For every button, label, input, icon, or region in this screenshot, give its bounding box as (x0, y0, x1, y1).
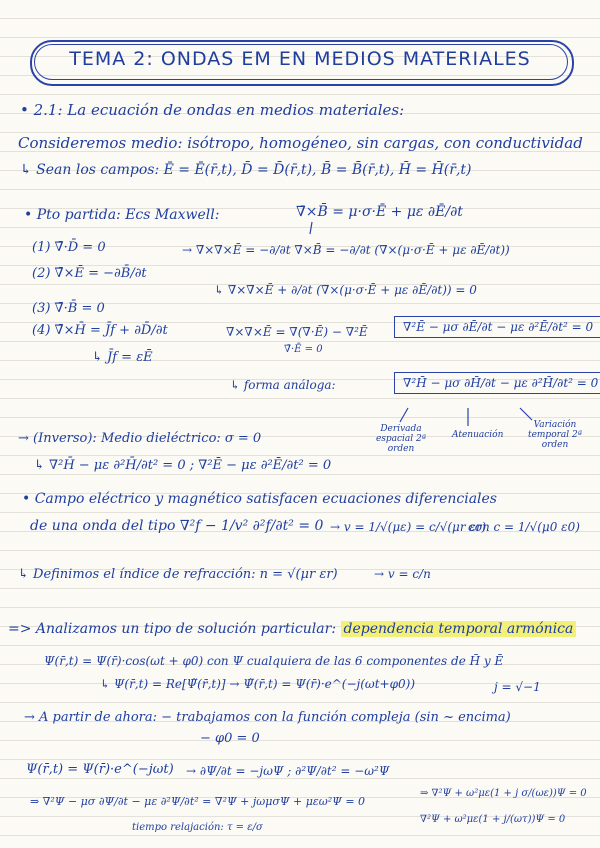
equation-final-result-2: ∇²Ψ + ω²με(1 + j/(ωτ))Ψ = 0 (420, 814, 566, 825)
equation-2: (2) ∇̄×Ē = −∂B̄/∂t (32, 266, 147, 281)
derivation-line-3b: ∇̄·Ē = 0 (284, 344, 323, 355)
analyze-lead: => Analizamos un tipo de solución particular: (8, 621, 337, 637)
text-phi-zero: − φ0 = 0 (200, 731, 260, 746)
equation-curl-b: ∇̄×B̄ = μ·σ·Ē + με ∂Ē/∂t (296, 204, 463, 220)
text-from-now: → A partir de ahora: − trabajamos con la función compleja (sin ~ encima) (24, 710, 511, 725)
arrow-curl (310, 222, 312, 234)
equation-psi: Ψ(r̄,t) = Ψ(r̄)·cos(ωt + φ0) con Ψ cualquiera de las 6 componentes de H̄ y Ē (44, 654, 504, 668)
text-analog: ↳ forma análoga: (230, 378, 336, 392)
text-relaxation-time: tiempo relajación: τ = ε/σ (132, 822, 263, 833)
derivation-line-2: ↳ ∇̄×∇̄×Ē + ∂/∂t (∇̄×(μ·σ·Ē + με ∂Ē/∂t)) = 0 (214, 283, 477, 297)
text-lossless: → (Inverso): Medio dieléctrico: σ = 0 (18, 431, 262, 446)
derivation-line-3: ∇̄×∇̄×Ē = ∇̄(∇̄·Ē) − ∇²Ē (226, 325, 368, 339)
text-j-definition: j = √−1 (494, 680, 541, 694)
boxed-equation-e: ∇²Ē − μσ ∂Ē/∂t − με ∂²Ē/∂t² = 0 (394, 316, 600, 338)
arrow-spatial (400, 408, 408, 422)
text-line-start: • Pto partida: Ecs Maxwell: (24, 207, 220, 223)
text-line-fields: ↳ Sean los campos: Ē = Ē(r̄,t), D̄ = D̄(r̄,t), B̄ = B̄(r̄,t), H̄ = H̄(r̄,t) (20, 162, 472, 178)
text-line-satisfy: • Campo eléctrico y magnético satisfacen ecuaciones diferenciales (22, 491, 497, 507)
section-heading: • 2.1: La ecuación de ondas en medios materiales: (20, 101, 405, 119)
derivation-line-1: → ∇̄×∇̄×Ē = −∂/∂t ∇̄×B̄ = −∂/∂t (∇̄×(μ·σ·Ē + με ∂Ē/∂t)) (182, 243, 510, 257)
highlight-harmonic: dependencia temporal armónica (341, 621, 577, 637)
text-index-speed: → v = c/n (374, 567, 431, 581)
text-line-consider: Consideremos medio: isótropo, homogéneo, sin cargas, con conductividad (18, 134, 583, 152)
label-spatial-derivative: Derivada espacial 2ª orden (375, 424, 427, 454)
equation-final: ⇒ ∇²Ψ − μσ ∂Ψ/∂t − με ∂²Ψ/∂t² = ∇²Ψ + jωμσΨ + μεω²Ψ = 0 (30, 795, 366, 808)
equation-psi-real: ↳ Ψ(r̄,t) = Re[Ψ̃(r̄,t)] → Ψ̃(r̄,t) = Ψ(r̄)·e^(−j(ωt+φ0)) (100, 677, 415, 691)
text-line-index: ↳ Definimos el índice de refracción: n = √(μr εr) (18, 567, 338, 582)
arrow-temporal (520, 408, 532, 420)
equation-1: (1) ∇̄·D̄ = 0 (32, 240, 106, 255)
equation-psi-exp: Ψ(r̄,t) = Ψ(r̄)·e^(−jωt) (26, 762, 174, 777)
equation-4: (4) ∇̄×H̄ = J̄f + ∂D̄/∂t (32, 323, 168, 338)
text-line-analyze (8, 621, 576, 637)
label-temporal-variation: Variación temporal 2ª orden (527, 420, 583, 450)
text-lossless-equation: ↳ ∇²H̄ − με ∂²H̄/∂t² = 0 ; ∇²Ē − με ∂²Ē/∂t² = 0 (34, 458, 332, 473)
boxed-equation-h: ∇²H̄ − μσ ∂H̄/∂t − με ∂²H̄/∂t² = 0 (394, 372, 600, 394)
text-wave-speed: → v = 1/√(με) = c/√(μr εr) (330, 520, 487, 534)
text-line-wave: de una onda del tipo ∇²f − 1/v² ∂²f/∂t² = 0 (30, 518, 324, 534)
page-title: TEMA 2: ONDAS EM EN MEDIOS MATERIALES (69, 48, 531, 70)
equation-3: (3) ∇̄·B̄ = 0 (32, 301, 105, 316)
equation-final-result-1: ⇒ ∇²Ψ + ω²με(1 + j σ/(ωε))Ψ = 0 (420, 788, 587, 799)
label-attenuation: Atenuación (452, 430, 504, 440)
equation-4b: ↳ J̄f = εĒ (92, 350, 153, 365)
text-light-speed: con c = 1/√(μ0 ε0) (468, 520, 580, 534)
equation-psi-derivatives: → ∂Ψ/∂t = −jωΨ ; ∂²Ψ/∂t² = −ω²Ψ (186, 764, 390, 778)
